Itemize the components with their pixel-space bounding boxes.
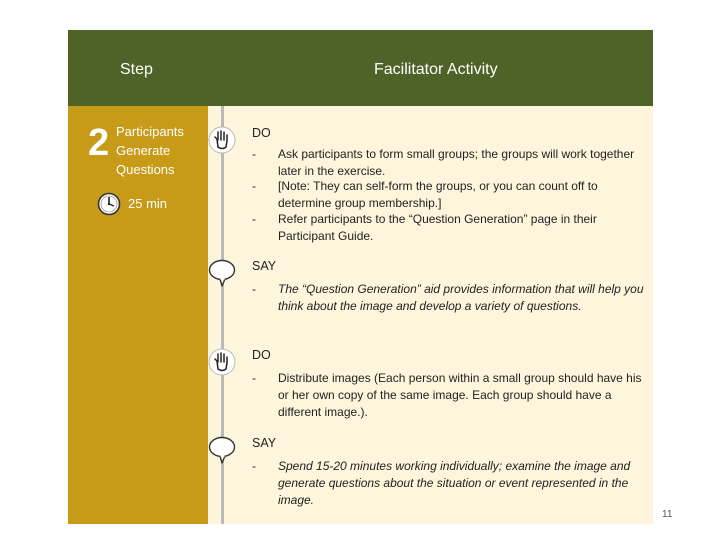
bullet: - (252, 147, 256, 161)
table-header (68, 30, 653, 106)
bullet: - (252, 459, 256, 473)
step-duration: 25 min (128, 196, 168, 211)
step-title-line: Questions (116, 162, 175, 177)
do-block (208, 126, 653, 246)
activity-column (208, 106, 653, 524)
bullet: - (252, 179, 256, 193)
block-kind: SAY (252, 259, 277, 273)
step-title (116, 122, 206, 179)
activity-column-header: Facilitator Activity (374, 61, 498, 78)
say-block (208, 436, 653, 516)
step-column-header: Step (120, 61, 153, 78)
step-title-line: Participants (116, 124, 184, 139)
step-column (68, 106, 208, 524)
hand-icon (208, 348, 236, 376)
item-text: [Note: They can self-form the groups, or you can count off to determine group membership.] (278, 179, 598, 210)
item-text: Ask participants to form small groups; the groups will work together later in the exercise. (278, 147, 635, 178)
item-text: Refer participants to the “Question Generation” page in their Participant Guide. (278, 212, 597, 243)
block-kind: DO (252, 348, 271, 362)
bullet: - (252, 371, 256, 385)
step-title-line: Generate (116, 143, 171, 158)
item-text: Spend 15-20 minutes working individually; examine the image and generate questions about the situation or event represented in the image. (278, 459, 631, 507)
do-block (208, 348, 653, 423)
speech-bubble-icon (208, 436, 236, 466)
clock-icon (97, 192, 121, 216)
bullet: - (252, 212, 256, 226)
item-text: Distribute images (Each person within a small group should have his or her own copy of the same image. Each group should have a different image.). (278, 371, 642, 419)
item-text: The “Question Generation” aid provides information that will help you think about the image and develop a variety of questions. (278, 282, 644, 313)
hand-icon (208, 126, 236, 154)
bullet: - (252, 282, 256, 296)
block-kind: DO (252, 126, 271, 140)
speech-bubble-icon (208, 259, 236, 289)
block-kind: SAY (252, 436, 277, 450)
say-block (208, 259, 653, 334)
page-number: 11 (662, 509, 673, 520)
step-number: 2 (88, 122, 110, 164)
